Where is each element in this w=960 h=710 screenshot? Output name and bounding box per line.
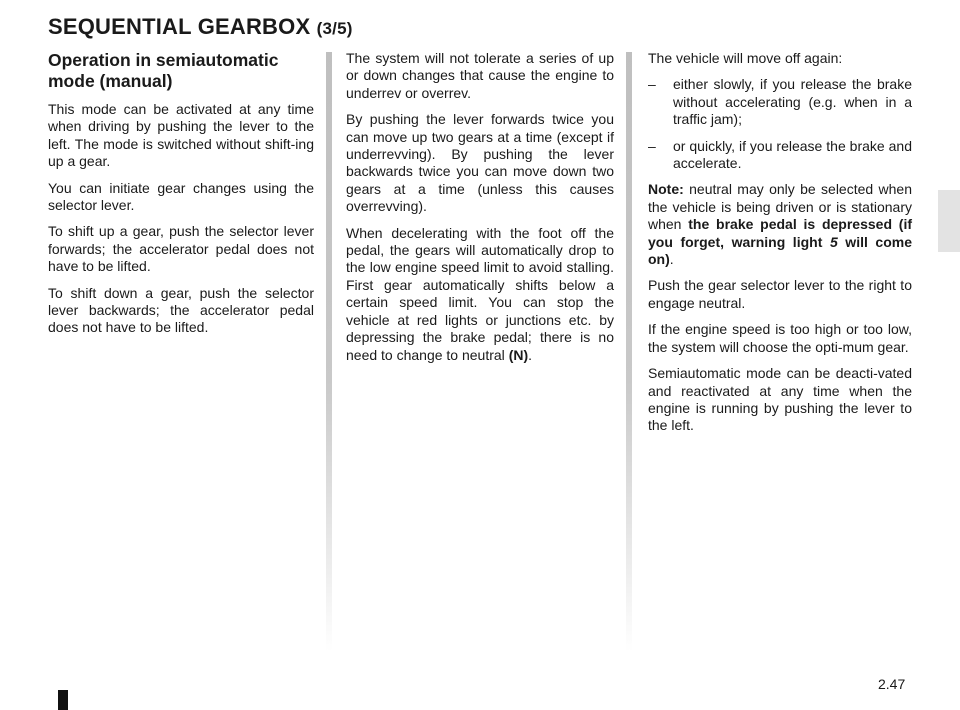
list-item xyxy=(648,138,912,173)
paragraph: The vehicle will move off again: xyxy=(648,50,843,66)
column-divider xyxy=(626,52,632,652)
paragraph: The system will not tolerate a series of up or down changes that cause the engine to underrev or overrev. xyxy=(346,50,614,101)
paragraph: Push the gear selector lever to the right to engage neutral. xyxy=(648,277,912,311)
note-text: neutral may only be selected when the vehicle is being driven or is stationary when xyxy=(648,181,912,233)
list-item xyxy=(648,76,912,128)
paragraph: To shift up a gear, push the selector lever forwards; the accelerator pedal does not have to be lifted. xyxy=(48,223,314,275)
page-number: 2.47 xyxy=(878,676,906,692)
paragraph: Semiautomatic mode can be deacti-vated and reactivated at any time when the engine is running by pushing the lever to the left. xyxy=(648,365,912,434)
section-heading: Operation in semiautomatic mode (manual) xyxy=(48,50,279,91)
paragraph: If the engine speed is too high or too low, the system will choose the opti-mum gear. xyxy=(648,321,912,355)
note-end: . xyxy=(669,251,674,268)
print-mark xyxy=(58,690,68,710)
warning-light-number: 5 xyxy=(829,233,838,250)
gear-neutral-label: (N) xyxy=(508,346,529,363)
note-bold-1: the brake pedal is depressed (if you forget, warning light xyxy=(648,216,912,250)
note-paragraph xyxy=(648,181,912,268)
chapter-side-tab xyxy=(938,190,960,252)
paragraph: You can initiate gear changes using the selector lever. xyxy=(48,179,314,214)
paragraph: This mode can be activated at any time when driving by pushing the lever to the left. The mode is switched without shift-ing up a gear. xyxy=(48,101,314,170)
column-1 xyxy=(48,50,314,346)
list-item-text: or quickly, if you release the brake and accelerate. xyxy=(673,137,912,172)
column-divider xyxy=(326,52,332,652)
note-label: Note: xyxy=(648,181,684,198)
list-item-text: either slowly, if you release the brake without accelerating (e.g. when in a traffic jam); xyxy=(673,76,912,128)
paragraph-end: . xyxy=(528,346,533,363)
column-2 xyxy=(346,50,614,373)
paragraph: By pushing the lever forwards twice you can move up two gears at a time (except if underrevving). By pushing the lever backwards twice you can move down two gears at a time (unless this causes overrevving). xyxy=(346,111,614,215)
dash-marker: – xyxy=(648,137,656,154)
column-3 xyxy=(648,50,912,444)
dash-marker: – xyxy=(648,76,656,93)
paragraph: To shift down a gear, push the selector lever backwards; the accelerator pedal does not have to be lifted. xyxy=(48,284,314,336)
title-main: SEQUENTIAL GEARBOX xyxy=(48,14,311,39)
paragraph-text: When decelerating with the foot off the pedal, the gears will automatically drop to the low engine speed limit to avoid stalling. First gear automatically shifts below a certain speed limit. You can stop the vehicle at red lights or junctions etc. by depressing the brake pedal; there is no need to change to neutral xyxy=(346,224,614,363)
page-title xyxy=(48,14,353,40)
note-bold-2: will come on) xyxy=(648,233,912,268)
paragraph xyxy=(346,225,614,364)
title-page-fraction: (3/5) xyxy=(316,19,353,38)
